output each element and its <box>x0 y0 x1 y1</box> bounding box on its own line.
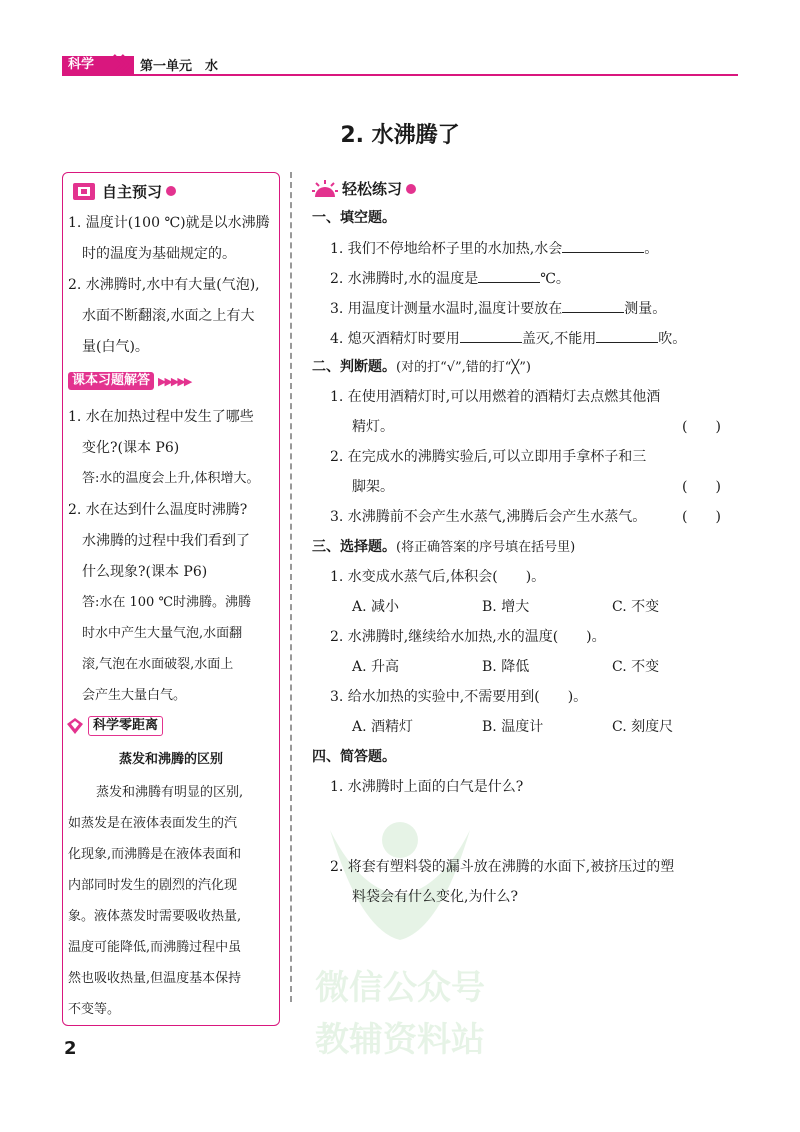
choice-option[interactable]: B. 增大 <box>482 599 530 615</box>
practice-heading-label: 轻松练习 <box>342 180 403 198</box>
textbook-heading-label: 课本习题解答 <box>68 372 154 390</box>
textbook-line: 时水中产生大量气泡,水面翻 <box>82 626 243 641</box>
choice-question-1: 1. 水变成水蒸气后,体积会( )。 <box>330 569 546 585</box>
science-line: 不变等。 <box>68 1002 121 1017</box>
preview-heading <box>72 180 176 202</box>
page-title: 2. 水沸腾了 <box>340 123 460 148</box>
preview-heading-label: 自主预习 <box>102 182 163 201</box>
subject-tab: 科学 <box>62 56 134 74</box>
diamond-icon <box>66 717 84 735</box>
choice-option[interactable]: B. 降低 <box>482 659 530 675</box>
textbook-line: 答:水在 100 ℃时沸腾。沸腾 <box>82 595 252 610</box>
answer-blank[interactable] <box>596 326 658 343</box>
short-question-2-cont: 料袋会有什么变化,为什么? <box>352 889 518 905</box>
textbook-line: 滚,气泡在水面破裂,水面上 <box>82 657 234 672</box>
science-line: 温度可能降低,而沸腾过程中虽 <box>68 940 242 955</box>
choice-option[interactable]: B. 温度计 <box>482 719 544 735</box>
answer-blank[interactable] <box>562 236 644 253</box>
section-fill-title: 一、填空题。 <box>312 210 396 226</box>
fill-question-2: 2. 水沸腾时,水的温度是 ℃。 <box>330 264 570 295</box>
science-line: 内部同时发生的剧烈的汽化现 <box>68 878 238 893</box>
preview-line: 水面不断翻滚,水面之上有大 <box>82 308 255 324</box>
preview-line: 时的温度为基础规定的。 <box>82 246 236 262</box>
science-title: 蒸发和沸腾的区别 <box>118 752 223 767</box>
sun-icon <box>312 179 338 199</box>
practice-heading <box>312 178 416 199</box>
textbook-line: 1. 水在加热过程中发生了哪些 <box>68 409 254 425</box>
textbook-line: 答:水的温度会上升,体积增大。 <box>82 471 260 486</box>
judge-question-1-cont: 精灯。 <box>352 419 394 435</box>
science-line: 蒸发和沸腾有明显的区别, <box>96 785 244 800</box>
arrows-icon: ▶▶▶▶▶ <box>158 374 191 388</box>
science-line: 如蒸发是在液体表面发生的汽 <box>68 816 238 831</box>
judge-question-2: 2. 在完成水的沸腾实验后,可以立即用手拿杯子和三 <box>330 449 647 465</box>
book-icon <box>72 180 98 202</box>
choice-question-2: 2. 水沸腾时,继续给水加热,水的温度( )。 <box>330 629 606 645</box>
preview-line: 2. 水沸腾时,水中有大量(气泡), <box>68 277 260 293</box>
watermark <box>300 800 500 1060</box>
science-heading-label: 科学零距离 <box>88 716 163 736</box>
choice-option[interactable]: A. 升高 <box>352 659 400 675</box>
choice-question-3: 3. 给水加热的实验中,不需要用到( )。 <box>330 689 588 705</box>
textbook-line: 会产生大量白气。 <box>82 688 187 703</box>
answer-paren[interactable]: ( ) <box>682 509 721 525</box>
watermark-line-1: 微信公众号 <box>315 968 485 1008</box>
textbook-heading <box>68 372 190 390</box>
fill-question-1: 1. 我们不停地给杯子里的水加热,水会 。 <box>330 234 658 265</box>
page-number: 2 <box>64 1038 77 1059</box>
section-judge-title: 二、判断题。(对的打“√”,错的打“╳”) <box>312 359 531 375</box>
textbook-line: 2. 水在达到什么温度时沸腾? <box>68 502 248 518</box>
choice-option[interactable]: C. 不变 <box>612 659 660 675</box>
header-divider <box>62 74 738 76</box>
choice-option[interactable]: A. 减小 <box>352 599 400 615</box>
unit-title: 第一单元 水 <box>140 59 219 74</box>
science-line: 象。液体蒸发时需要吸收热量, <box>68 909 242 924</box>
answer-paren[interactable]: ( ) <box>682 419 721 435</box>
answer-paren[interactable]: ( ) <box>682 479 721 495</box>
science-line: 然也吸收热量,但温度基本保持 <box>68 971 242 986</box>
preview-line: 量(白气)。 <box>82 339 149 355</box>
textbook-line: 水沸腾的过程中我们看到了 <box>82 533 250 549</box>
science-heading <box>66 716 163 736</box>
fill-question-3: 3. 用温度计测量水温时,温度计要放在 测量。 <box>330 294 666 325</box>
choice-option[interactable]: C. 不变 <box>612 599 660 615</box>
science-line: 化现象,而沸腾是在液体表面和 <box>68 847 242 862</box>
short-question-2: 2. 将套有塑料袋的漏斗放在沸腾的水面下,被挤压过的塑 <box>330 859 675 875</box>
answer-blank[interactable] <box>460 326 522 343</box>
choice-option[interactable]: A. 酒精灯 <box>352 719 414 735</box>
short-question-1: 1. 水沸腾时上面的白气是什么? <box>330 779 524 795</box>
fill-question-4: 4. 熄灭酒精灯时要用 盖灭,不能用 吹。 <box>330 324 686 355</box>
chevron-right-icon <box>110 52 136 76</box>
judge-question-1: 1. 在使用酒精灯时,可以用燃着的酒精灯去点燃其他酒 <box>330 389 661 405</box>
preview-line: 1. 温度计(100 ℃)就是以水沸腾 <box>68 215 270 231</box>
judge-question-3: 3. 水沸腾前不会产生水蒸气,沸腾后会产生水蒸气。 <box>330 509 647 525</box>
column-divider <box>290 172 292 1002</box>
textbook-line: 什么现象?(课本 P6) <box>82 564 208 580</box>
judge-question-2-cont: 脚架。 <box>352 479 394 495</box>
answer-blank[interactable] <box>478 266 540 283</box>
textbook-line: 变化?(课本 P6) <box>82 440 180 456</box>
watermark-line-2: 教辅资料站 <box>315 1020 485 1060</box>
answer-blank[interactable] <box>562 296 624 313</box>
section-choice-title: 三、选择题。(将正确答案的序号填在括号里) <box>312 539 576 555</box>
section-short-title: 四、简答题。 <box>312 749 396 765</box>
choice-option[interactable]: C. 刻度尺 <box>612 719 674 735</box>
